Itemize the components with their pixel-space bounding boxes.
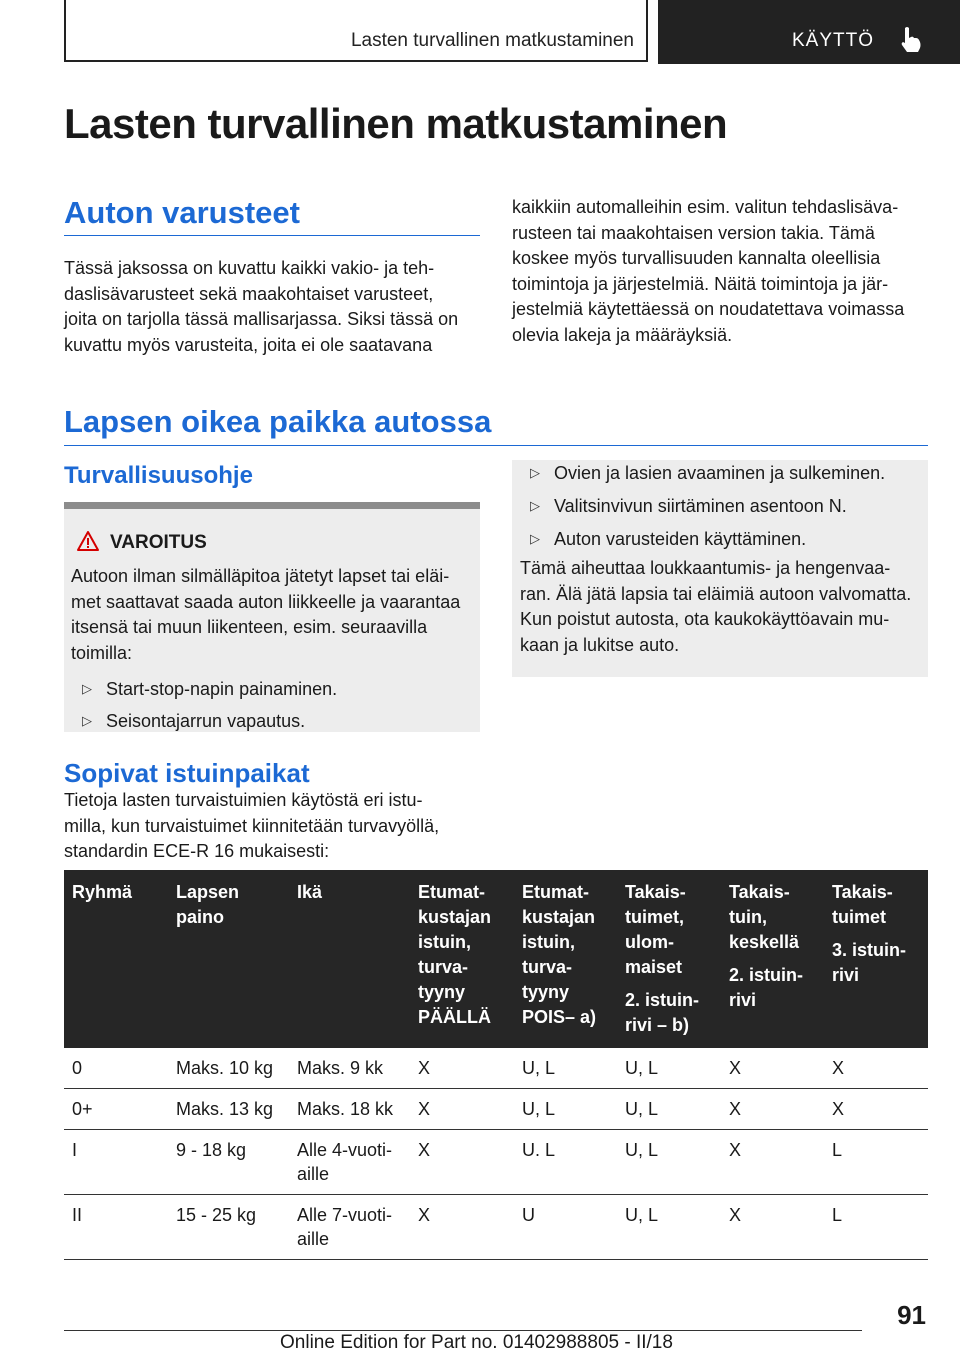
table-body [64, 1048, 928, 1260]
bullet-triangle-icon: ▷ [82, 713, 92, 728]
table-cell: Alle 4-vuoti- aille [289, 1130, 410, 1195]
text-line: daslisävarusteet sekä maakohtaiset varusteet, [64, 283, 434, 304]
table-cell: X [410, 1195, 514, 1260]
header-line: turva- [418, 957, 469, 977]
header-line: rivi – b) [625, 1015, 690, 1035]
header-line: Ryhmä [72, 882, 133, 902]
header-line: 2. istuin- [625, 990, 700, 1010]
header-line: tuimet [832, 907, 886, 927]
header-line: rivi [832, 965, 860, 985]
header-line: istuin, [522, 932, 575, 952]
table-cell: Maks. 10 kg [168, 1048, 289, 1089]
header-line: Ikä [297, 882, 323, 902]
table-header-cell [617, 870, 721, 1048]
header-line: Etumat- [418, 882, 485, 902]
section1-col1 [64, 256, 484, 358]
header-section-title: Lasten turvallinen matkustaminen [350, 30, 634, 51]
table-cell: U, L [514, 1048, 617, 1089]
table-header-cell [721, 870, 824, 1048]
table-row [64, 1048, 928, 1089]
header-chapter-tab [658, 0, 960, 64]
header-line: 2. istuin- [729, 965, 804, 985]
header-line: Takais- [832, 882, 893, 902]
table-header-cell [289, 870, 410, 1048]
header-line: kustajan [522, 907, 596, 927]
page-title: Lasten turvallinen matkustaminen [64, 100, 728, 147]
text-line: itsensä tai muun liikenteen, esim. seuraavilla [71, 617, 428, 637]
table-cell: Alle 7-vuoti- aille [289, 1195, 410, 1260]
header-line: tuimet, [625, 907, 685, 927]
table-cell: X [721, 1195, 824, 1260]
header-line: Takais- [729, 882, 790, 902]
bullet-triangle-icon: ▷ [530, 498, 540, 513]
header-line: ulom- [625, 932, 674, 952]
table-cell: L [824, 1130, 928, 1195]
section3-text [64, 788, 484, 865]
pointing-hand-icon [898, 26, 922, 54]
page-header [0, 0, 960, 66]
footer-rule [64, 1330, 862, 1331]
table-cell: X [410, 1048, 514, 1089]
subheading-turvallisuusohje: Turvallisuusohje [64, 462, 253, 489]
header-line: Etumat- [522, 882, 589, 902]
table-cell: 0 [64, 1048, 168, 1089]
section-rule [64, 235, 480, 236]
table-cell: X [721, 1048, 824, 1089]
text-line: Autoon ilman silmälläpitoa jätetyt lapset tai eläi- [71, 566, 450, 586]
text-line: joita on tarjolla tässä mallisarjassa. Siksi tässä on [64, 309, 459, 329]
table-cell: X [410, 1130, 514, 1195]
text-line: kaikkiin automalleihin esim. valitun tehdaslisäva- [512, 197, 899, 217]
table-cell: U, L [617, 1195, 721, 1260]
warning-title: VAROITUS [110, 532, 207, 553]
text-line: Kun poistut autosta, ota kaukokäyttöavain mu- [520, 609, 890, 629]
header-line: rivi [729, 990, 757, 1010]
table-cell: U, L [617, 1048, 721, 1089]
table-row [64, 1089, 928, 1130]
bullet-triangle-icon: ▷ [530, 465, 540, 480]
table-cell: U, L [514, 1089, 617, 1130]
header-line: PÄÄLLÄ [418, 1007, 491, 1027]
text-line: Tämä aiheuttaa loukkaantumis- ja hengenvaa- [520, 558, 891, 578]
text-line: olevia lakeja ja määräyksiä. [512, 324, 733, 345]
warning-continued-text [520, 556, 932, 658]
table-header-cell [410, 870, 514, 1048]
text-line: jestelmiä käytettäessä on noudatettava voimassa [512, 299, 905, 319]
section-heading-auton-varusteet: Auton varusteet [64, 195, 300, 230]
bullet-triangle-icon: ▷ [82, 681, 92, 696]
table-cell: Maks. 18 kk [289, 1089, 410, 1130]
text-line: Tässä jaksossa on kuvattu kaikki vakio- ja teh- [64, 258, 435, 278]
header-line: 3. istuin- [832, 940, 907, 960]
table-cell: X [721, 1089, 824, 1130]
header-line: tuin, [729, 907, 767, 927]
table-cell: U [514, 1195, 617, 1260]
table-cell: U, L [617, 1089, 721, 1130]
table-cell: 0+ [64, 1089, 168, 1130]
warning-continued-box: ▷ Ovien ja lasien avaaminen ja sulkeminen. ▷ Valitsinvivun siirtäminen asentoon N. ▷ Auton varusteiden käyttäminen. Tämä aiheuttaa loukkaantumis- ja hengenvaa- ran. Älä jätä lapsia tai eläimiä autoon valvomatta. Kun poistut autosta, ota kaukokäyttöavain mu- kaan ja lukitse auto. [512, 460, 928, 677]
text-line: Tietoja lasten turvaistuimien käytöstä eri istu- [64, 790, 423, 810]
header-line: keskellä [729, 932, 800, 952]
text-line: rusteen tai maakohtaisen version takia. Tämä [512, 222, 875, 243]
table-cell: Maks. 13 kg [168, 1089, 289, 1130]
table-header-cell [64, 870, 168, 1048]
header-line: tyyny [418, 982, 466, 1002]
table-header-cell [824, 870, 928, 1048]
footer-edition: Online Edition for Part no. 01402988805 - II/18 [280, 1332, 673, 1353]
table-cell: 15 - 25 kg [168, 1195, 289, 1260]
table-cell: L [824, 1195, 928, 1260]
header-line: kustajan [418, 907, 492, 927]
table-cell: I [64, 1130, 168, 1195]
table-row [64, 1195, 928, 1260]
header-line: turva- [522, 957, 573, 977]
header-line: Lapsen [176, 882, 240, 902]
text-line: kuvattu myös varusteita, joita ei ole saatavana [64, 334, 433, 355]
section-rule [64, 445, 928, 446]
section1-col2 [512, 195, 932, 348]
text-line: standardin ECE-R 16 mukaisesti: [64, 841, 330, 861]
header-line: maiset [625, 957, 683, 977]
header-section-tab [64, 0, 648, 62]
header-line: paino [176, 907, 224, 927]
table-header-cell [514, 870, 617, 1048]
text-line: toimilla: [71, 642, 133, 663]
warning-text [71, 564, 481, 666]
table-cell: X [410, 1089, 514, 1130]
warning-triangle-icon [76, 530, 100, 552]
table-cell: X [721, 1130, 824, 1195]
page-number: 91 [897, 1300, 926, 1330]
text-line: milla, kun turvaistuimet kiinnitetään turvavyöllä, [64, 815, 440, 836]
table-cell: X [824, 1089, 928, 1130]
subheading-sopivat-istuinpaikat: Sopivat istuinpaikat [64, 758, 310, 788]
table-cell: Maks. 9 kk [289, 1048, 410, 1089]
seat-suitability-table [64, 870, 928, 1260]
table-cell: X [824, 1048, 928, 1089]
text-line: kaan ja lukitse auto. [520, 634, 680, 655]
text-line: toimintoja ja järjestelmiä. Näitä toimintoja ja jär- [512, 273, 889, 294]
text-line: met saattavat saada auton liikkeelle ja vaarantaa [71, 591, 461, 612]
header-line: tyyny [522, 982, 570, 1002]
text-line: koskee myös turvallisuuden kannalta oleellisia [512, 248, 881, 268]
header-line: istuin, [418, 932, 471, 952]
section-heading-lapsen-paikka: Lapsen oikea paikka autossa [64, 404, 492, 439]
warning-box: VAROITUS Autoon ilman silmälläpitoa jätetyt lapset tai eläi- met saattavat saada auton liikkeelle ja vaarantaa itsensä tai muun liikenteen, esim. seuraavilla toimilla: ▷ Start-stop-napin painaminen. ▷ Seisontajarrun vapautus. [64, 502, 480, 732]
header-line: POIS– a) [522, 1007, 597, 1027]
table-header-cell [168, 870, 289, 1048]
text-line: ran. Älä jätä lapsia tai eläimiä autoon valvomatta. [520, 583, 912, 604]
header-line: Takais- [625, 882, 686, 902]
table-cell: II [64, 1195, 168, 1260]
header-chapter-label: KÄYTTÖ [792, 30, 875, 51]
table-row [64, 1130, 928, 1195]
table-cell: 9 - 18 kg [168, 1130, 289, 1195]
bullet-triangle-icon: ▷ [530, 531, 540, 546]
table-cell: U, L [617, 1130, 721, 1195]
table-header-row [64, 870, 928, 1048]
table-cell: U. L [514, 1130, 617, 1195]
